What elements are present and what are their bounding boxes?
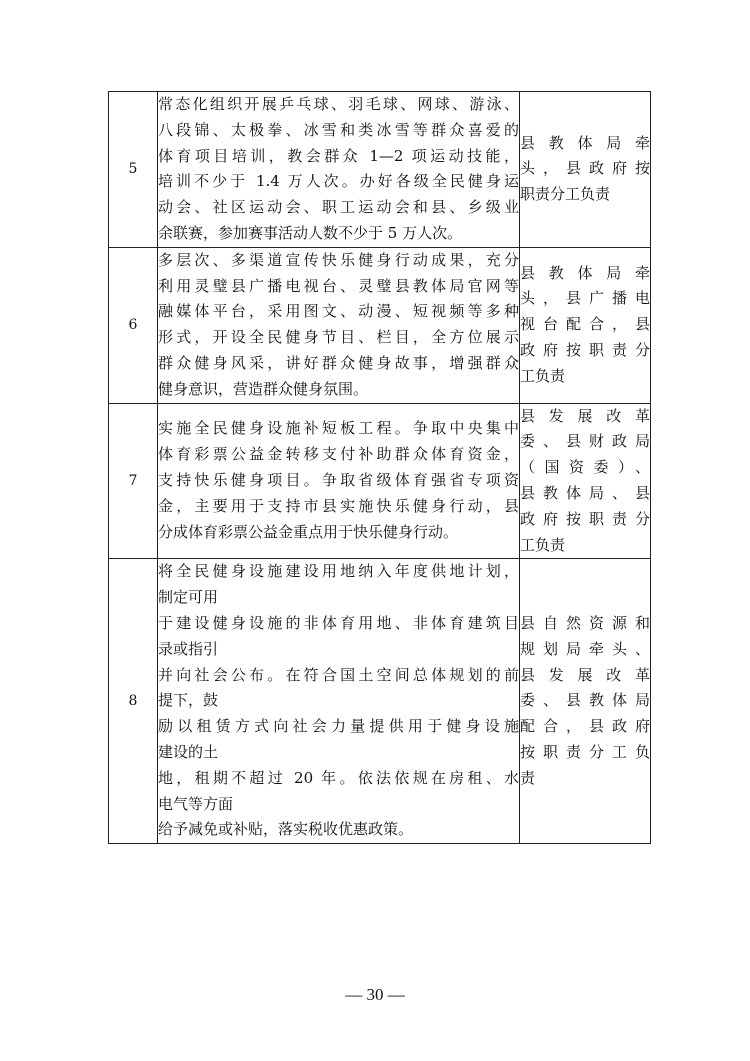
content-line: 支持快乐健身项目。争取省级体育强省专项资: [158, 471, 519, 490]
content-line: 地，租期不超过 20 年。依法依规在房租、水: [158, 768, 519, 787]
content-line: 将全民健身设施建设用地纳入年度供地计划，: [158, 562, 519, 581]
content-line: 电气等方面: [158, 794, 234, 813]
content-line: 常态化组织开展乒乓球、羽毛球、网球、游泳、: [158, 95, 519, 113]
responsible-line: 头，县政府按: [520, 159, 650, 178]
measure-content-cell: [158, 247, 520, 403]
content-line: 余联赛，参加赛事活动人数不少于 5 万人次。: [158, 223, 463, 242]
responsible-unit-cell: [520, 92, 651, 248]
responsible-line: 县发展改革: [520, 665, 650, 684]
responsible-line: 县发展改革: [520, 406, 650, 425]
content-line: 于建设健身设施的非体育用地、非体育建筑目: [158, 613, 519, 632]
responsible-line: 县教体局牵: [520, 263, 650, 282]
content-line: 动会、社区运动会、职工运动会和县、乡级业: [158, 198, 519, 217]
content-line: 利用灵璧县广播电视台、灵璧县教体局官网等: [158, 276, 519, 295]
content-line: 分成体育彩票公益金重点用于快乐健身行动。: [158, 522, 459, 541]
row-number: 8: [109, 559, 158, 844]
measures-table: [108, 91, 651, 844]
responsible-line: 县教体局、县: [520, 483, 650, 502]
table-row: [109, 92, 651, 248]
responsible-line: 配合，县政府: [520, 717, 650, 736]
responsible-line: 视台配合，县: [520, 315, 650, 334]
responsible-unit-cell: [520, 559, 651, 844]
row-number: 7: [109, 403, 158, 559]
content-line: 八段锦、太极拳、冰雪和类冰雪等群众喜爱的: [158, 120, 519, 139]
responsible-line: 委、县教体局: [520, 691, 650, 710]
content-line: 提下，鼓: [158, 691, 219, 710]
responsible-unit-cell: [520, 247, 651, 403]
responsible-unit-cell: [520, 403, 651, 559]
row-number: 5: [109, 92, 158, 248]
responsible-line: 规划局牵头、: [520, 639, 650, 658]
content-line: 形式，开设全民健身节目、栏目，全方位展示: [158, 328, 519, 347]
responsible-line: 政府按职责分: [520, 341, 650, 360]
responsible-line: 职责分工负责: [520, 185, 611, 204]
content-line: 建设的土: [158, 742, 219, 761]
responsible-line: 县教体局牵: [520, 133, 650, 152]
responsible-line: 政府按职责分: [520, 509, 650, 528]
table-row: [109, 247, 651, 403]
content-line: 多层次、多渠道宣传快乐健身行动成果，充分: [158, 250, 519, 269]
table-row: [109, 403, 651, 559]
responsible-line: 工负责: [520, 535, 566, 554]
content-line: 融媒体平台，采用图文、动漫、短视频等多种: [158, 302, 519, 321]
content-line: 体育彩票公益金转移支付补助群众体育资金，: [158, 445, 519, 464]
content-line: 并向社会公布。在符合国土空间总体规划的前: [158, 665, 519, 684]
responsible-line: 县自然资源和: [520, 613, 650, 632]
row-number: 6: [109, 247, 158, 403]
measure-content-cell: [158, 559, 520, 844]
responsible-line: （国资委）、: [520, 458, 650, 477]
content-line: 群众健身风采，讲好群众健身故事，增强群众: [158, 353, 519, 372]
measure-content-cell: [158, 403, 520, 559]
content-line: 金，主要用于支持市县实施快乐健身行动，县: [158, 496, 519, 515]
responsible-line: 责: [520, 768, 536, 787]
content-line: 制定可用: [158, 588, 219, 607]
responsible-line: 头，县广播电: [520, 289, 650, 308]
responsible-line: 委、县财政局: [520, 432, 650, 451]
content-line: 培训不少于 1.4 万人次。办好各级全民健身运: [158, 172, 519, 191]
content-line: 健身意识，营造群众健身氛围。: [158, 379, 369, 398]
responsible-line: 工负责: [520, 366, 566, 385]
content-line: 给予减免或补贴，落实税收优惠政策。: [158, 820, 414, 839]
content-line: 实施全民健身设施补短板工程。争取中央集中: [158, 419, 519, 438]
content-line: 励以租赁方式向社会力量提供用于健身设施: [158, 717, 519, 736]
page-number: — 30 —: [345, 985, 405, 1004]
measures-table-body: [109, 92, 651, 844]
content-line: 录或指引: [158, 639, 219, 658]
measure-content-cell: [158, 92, 520, 248]
table-row: [109, 559, 651, 844]
content-line: 体育项目培训，教会群众 1—2 项运动技能，: [158, 146, 519, 165]
responsible-line: 按职责分工负: [520, 742, 650, 761]
